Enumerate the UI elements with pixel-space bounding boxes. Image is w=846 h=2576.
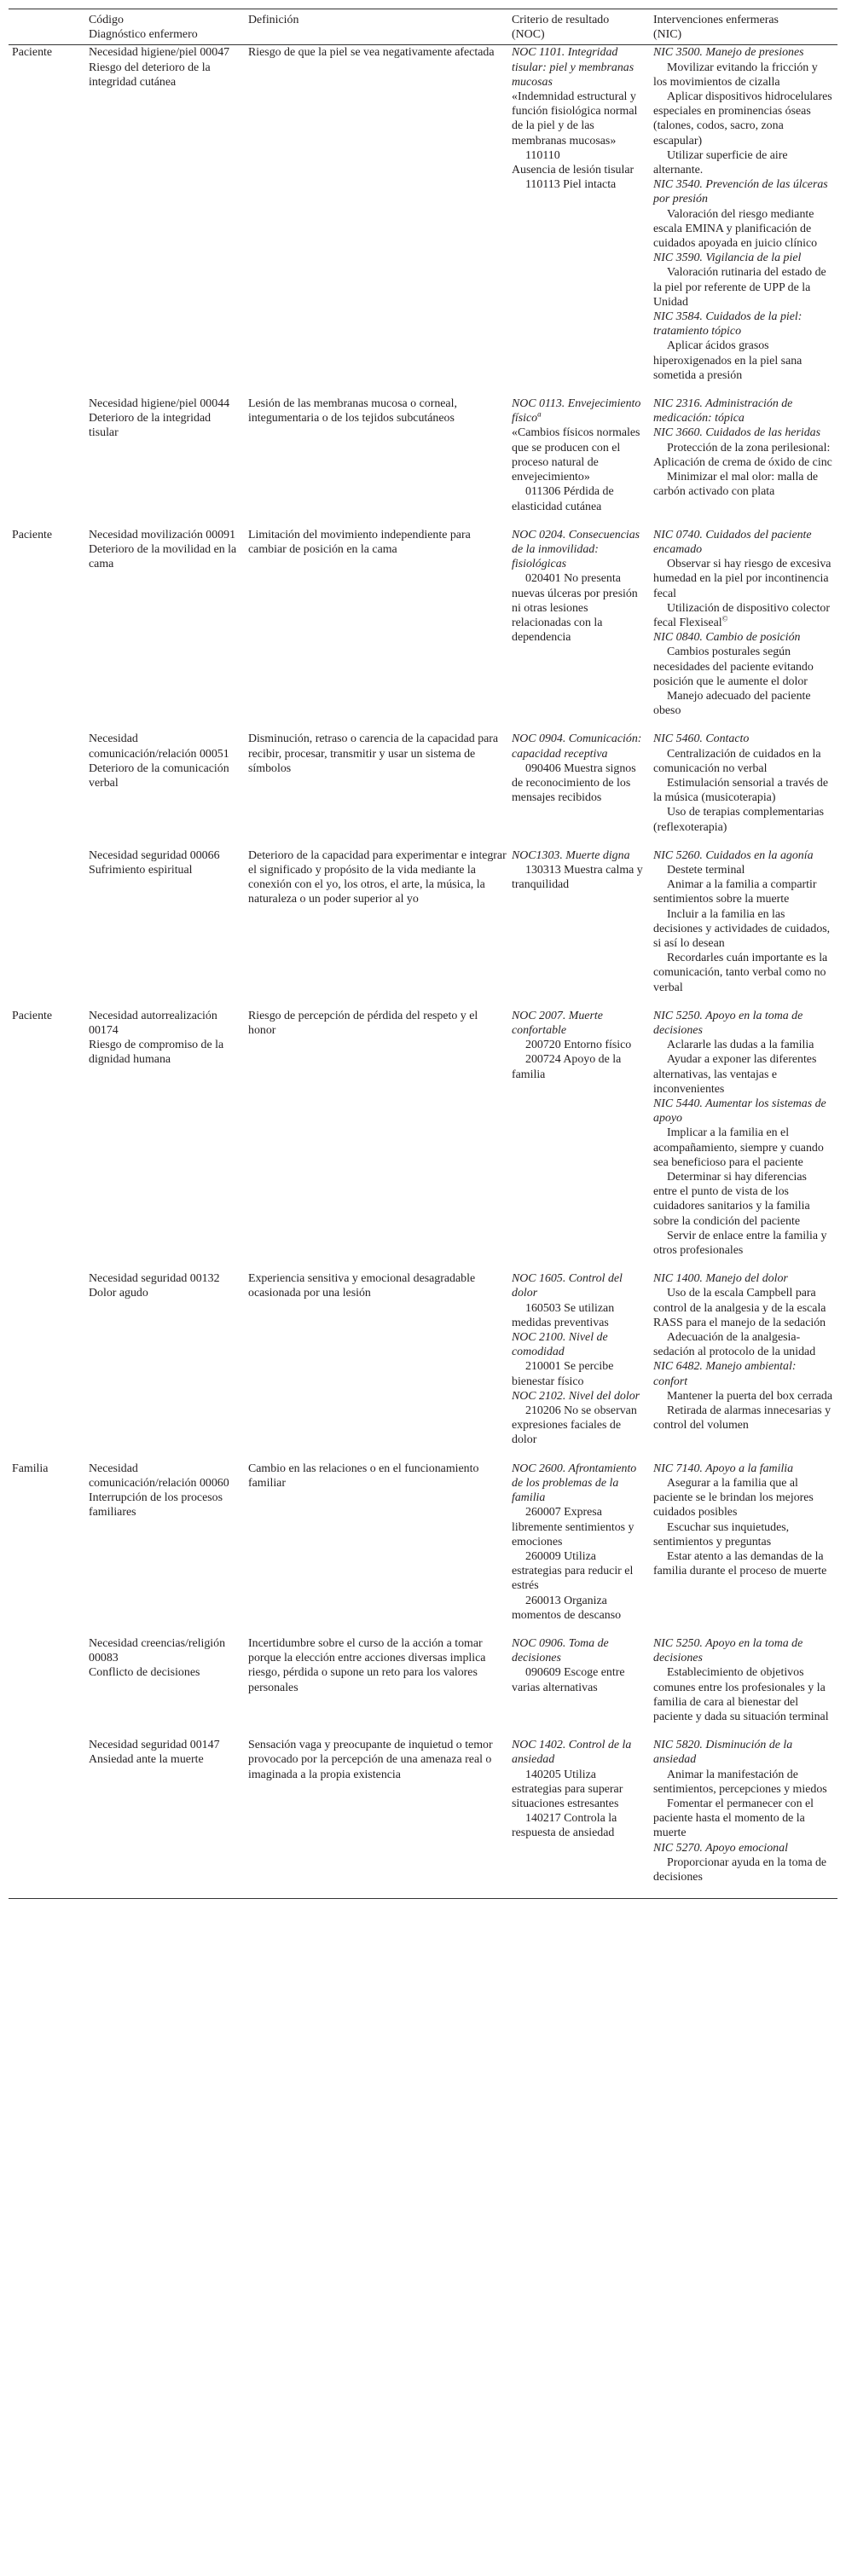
nic-item [653, 339, 832, 383]
nic-item-text: Destete terminal [667, 863, 745, 877]
cell-diagnosis [89, 848, 248, 1009]
nic-item-text: Aplicar dispositivos hidrocelulares especiales en prominencias óseas (talones, codos, sacro, zona escapular) [653, 90, 832, 148]
noc-item [512, 177, 648, 192]
cell-nic [653, 1636, 837, 1738]
nic-item-text: NIC 7140. Apoyo a la familia [653, 1462, 794, 1475]
cell-noc [512, 1271, 653, 1461]
diagnosis-line: Riesgo de compromiso de la dignidad humana [89, 1039, 224, 1067]
header-definition [248, 9, 512, 45]
table-row [9, 732, 837, 848]
noc-item-text: «Cambios físicos normales que se producen con el proceso natural de envejecimiento» [512, 426, 640, 484]
cell-nic [653, 1009, 837, 1271]
table-row [9, 45, 837, 397]
nic-item-text: Animar la manifestación de sentimientos, percepciones y miedos [653, 1768, 827, 1796]
nic-item-text: Implicar a la familia en el acompañamiento, siempre y cuando sea beneficioso para el paciente [653, 1126, 824, 1169]
nic-item-text: Mantener la puerta del box cerrada [667, 1389, 832, 1403]
header-subject [9, 9, 89, 45]
cell-subject: Familia [12, 1462, 49, 1475]
nic-item [653, 805, 832, 834]
noc-item [512, 761, 648, 806]
header-nic-line: (NIC) [653, 28, 682, 42]
cell-definition: Sensación vaga y preocupante de inquietud o temor provocado por la percepción de una amenaza real o imaginada a la propia existencia [248, 1738, 512, 1899]
noc-item [512, 90, 648, 148]
noc-item [512, 1462, 648, 1506]
diagnosis-line: Necesidad comunicación/relación 00051 [89, 732, 229, 761]
noc-item-text: 260007 Expresa libremente sentimientos y emociones [512, 1506, 634, 1548]
noc-item-text: 090406 Muestra signos de reconocimiento de los mensajes recibidos [512, 761, 636, 805]
noc-item [512, 1549, 648, 1594]
cell-definition: Lesión de las membranas mucosa o corneal, integumentaria o de los tejidos subcutáneos [248, 397, 457, 425]
nic-item [653, 848, 832, 863]
nic-item [653, 1665, 832, 1724]
nic-item-text: Manejo adecuado del paciente obeso [653, 689, 811, 718]
cell-subject [9, 397, 89, 528]
noc-item [512, 484, 648, 513]
nic-item-text: Observar si hay riesgo de excesiva humedad en la piel por incontinencia fecal [653, 558, 832, 600]
nic-item [653, 1549, 832, 1578]
nic-item [653, 45, 832, 60]
cell-subject [9, 1636, 89, 1738]
table-row [9, 1636, 837, 1738]
nic-item [653, 601, 832, 630]
cell-subject [9, 732, 89, 848]
nic-item [653, 1738, 832, 1767]
noc-item-text: 110113 Piel intacta [525, 178, 617, 192]
nic-item-text: NIC 5250. Apoyo en la toma de decisiones [653, 1636, 803, 1665]
nic-item [653, 148, 832, 177]
nic-item [653, 1038, 832, 1052]
nic-item-text: Utilizar superficie de aire alternante. [653, 148, 788, 177]
cell-nic [653, 45, 837, 397]
noc-item [512, 1009, 648, 1038]
noc-item-text: NOC 0113. Envejecimiento físico [512, 397, 641, 425]
nic-item-text: Ayudar a exponer las diferentes alternativas, las ventajas e inconvenientes [653, 1053, 817, 1096]
cell-nic [653, 1462, 837, 1636]
nic-item-text: NIC 5440. Aumentar los sistemas de apoyo [653, 1097, 826, 1126]
cell-subject [9, 1738, 89, 1899]
nic-item [653, 1052, 832, 1097]
nic-item-text: Estimulación sensorial a través de la música (musicoterapia) [653, 776, 829, 805]
nic-item-text: NIC 3540. Prevención de las úlceras por presión [653, 178, 828, 206]
noc-item [512, 1052, 648, 1081]
nic-item [653, 689, 832, 718]
nic-item [653, 61, 832, 90]
cell-diagnosis [89, 1738, 248, 1899]
noc-item-text: 140205 Utiliza estrategias para superar situaciones estresantes [512, 1768, 623, 1810]
nic-item-text: Aplicar ácidos grasos hiperoxigenados en la piel sana sometida a presión [653, 339, 803, 382]
cell-noc [512, 848, 653, 1009]
nic-item-text: Establecimiento de objetivos comunes entre los profesionales y la familia de cara al bienestar del paciente y dada su situación terminal [653, 1666, 829, 1723]
noc-item-text: NOC 1402. Control de la ansiedad [512, 1739, 632, 1767]
cell-definition: Experiencia sensitiva y emocional desagradable ocasionada por una lesión [248, 1272, 476, 1300]
cell-nic [653, 1271, 837, 1461]
nic-item [653, 732, 832, 746]
cell-diagnosis [89, 45, 248, 397]
cell-definition: Riesgo de percepción de pérdida del respeto y el honor [248, 1009, 478, 1037]
nic-item [653, 1126, 832, 1170]
nic-item [653, 1229, 832, 1258]
header-nic-line: Intervenciones enfermeras [653, 14, 779, 26]
nic-item [653, 557, 832, 601]
cell-nic [653, 397, 837, 528]
cell-definition: Riesgo de que la piel se vea negativamente afectada [248, 46, 495, 60]
diagnosis-line: Deterioro de la integridad tisular [89, 412, 212, 440]
noc-item [512, 848, 648, 863]
cell-definition: Limitación del movimiento independiente para cambiar de posición en la cama [248, 528, 471, 556]
cell-noc [512, 45, 653, 397]
noc-item-text: NOC1303. Muerte digna [512, 848, 630, 862]
diagnosis-line: Necesidad comunicación/relación 00060 [89, 1462, 229, 1490]
header-diagnosis-line: Diagnóstico enfermero [89, 28, 198, 42]
noc-item [512, 163, 648, 177]
nic-item-text: Estar atento a las demandas de la familia durante el proceso de muerte [653, 1549, 827, 1578]
noc-item-text: 200724 Apoyo de la familia [512, 1053, 622, 1081]
cell-noc [512, 1009, 653, 1271]
nic-item-text: Cambios posturales según necesidades del paciente evitando posición que le aumente el dolor [653, 645, 814, 688]
nic-item-text: Proporcionar ayuda en la toma de decisiones [653, 1855, 827, 1884]
nic-item [653, 1404, 832, 1433]
diagnosis-line: Sufrimiento espiritual [89, 863, 193, 877]
nic-item-text: NIC 5820. Disminución de la ansiedad [653, 1739, 793, 1767]
nic-item-text: Asegurar a la familia que al paciente se le brindan los mejores cuidados posibles [653, 1476, 814, 1520]
cell-diagnosis [89, 1271, 248, 1461]
cell-diagnosis [89, 1462, 248, 1636]
cell-definition: Disminución, retraso o carencia de la capacidad para recibir, procesar, transmitir y usar un sistema de símbolos [248, 732, 499, 775]
nic-item [653, 1271, 832, 1286]
nic-item [653, 265, 832, 310]
noc-item-text: 160503 Se utilizan medidas preventivas [512, 1301, 615, 1329]
cell-subject [9, 848, 89, 1009]
nic-item-text: Servir de enlace entre la familia y otros profesionales [653, 1229, 827, 1258]
nic-item-text: NIC 6482. Manejo ambiental: confort [653, 1360, 797, 1388]
noc-item-text: 011306 Pérdida de elasticidad cutánea [512, 485, 614, 513]
noc-item-text: 260009 Utiliza estrategias para reducir el estrés [512, 1549, 634, 1593]
cell-diagnosis [89, 1009, 248, 1271]
nic-item [653, 1170, 832, 1229]
table-row [9, 848, 837, 1009]
noc-item-text: NOC 0904. Comunicación: capacidad receptiva [512, 732, 642, 761]
noc-item [512, 528, 648, 572]
nic-item [653, 1286, 832, 1330]
nic-item [653, 251, 832, 265]
cell-diagnosis [89, 732, 248, 848]
nic-item [653, 747, 832, 776]
noc-item [512, 1330, 648, 1359]
noc-item-text: NOC 2100. Nivel de comodidad [512, 1331, 608, 1359]
cell-noc [512, 732, 653, 848]
cell-definition: Cambio en las relaciones o en el funcionamiento familiar [248, 1462, 479, 1490]
cell-noc [512, 1636, 653, 1738]
header-diagnosis [89, 9, 248, 45]
cell-nic [653, 528, 837, 732]
header-noc [512, 9, 653, 45]
diagnosis-line: Necesidad creencias/religión 00083 [89, 1636, 226, 1665]
cell-noc [512, 1462, 653, 1636]
noc-item [512, 1038, 648, 1052]
noc-item-text: NOC 2102. Nivel del dolor [512, 1389, 640, 1403]
nic-item-text: Valoración del riesgo mediante escala EMINA y planificación de cuidados apoyada en juicio clínico [653, 207, 818, 251]
cell-nic [653, 1738, 837, 1899]
nic-item-text: Centralización de cuidados en la comunicación no verbal [653, 747, 821, 775]
header-noc-line: (NOC) [512, 28, 545, 42]
nic-item [653, 863, 832, 877]
table-header [9, 9, 837, 45]
noc-item-text: 210001 Se percibe bienestar físico [512, 1360, 614, 1388]
diagnosis-line: Necesidad seguridad 00066 [89, 848, 220, 862]
nic-item-text: Movilizar evitando la fricción y los movimientos de cizalla [653, 61, 818, 89]
diagnosis-line: Necesidad movilización 00091 [89, 528, 236, 541]
nic-item-text: Recordarles cuán importante es la comunicación, tanto verbal como no verbal [653, 952, 828, 994]
nic-item-text: NIC 0840. Cambio de posición [653, 631, 801, 645]
nic-item [653, 951, 832, 995]
nic-item-text: Fomentar el permanecer con el paciente hasta el momento de la muerte [653, 1797, 814, 1840]
nic-item-text: Minimizar el mal olor: malla de carbón activado con plata [653, 471, 819, 499]
cell-definition: Incertidumbre sobre el curso de la acción a tomar porque la elección entre acciones diversas implica riesgo, pérdida o supone un reto para los valores personales [248, 1636, 486, 1694]
header-noc-line: Criterio de resultado [512, 14, 610, 26]
diagnosis-line: Ansiedad ante la muerte [89, 1753, 204, 1767]
care-plan-table [9, 9, 837, 1899]
nic-item-superscript: © [721, 614, 728, 623]
diagnosis-line: Deterioro de la comunicación verbal [89, 761, 229, 790]
nic-item-text: Protección de la zona perilesional: Aplicación de crema de óxido de cinc [653, 441, 832, 469]
header-nic [653, 9, 837, 45]
cell-noc [512, 397, 653, 528]
nic-item-text: NIC 1400. Manejo del dolor [653, 1272, 788, 1286]
nic-item-text: NIC 2316. Administración de medicación: tópica [653, 397, 793, 425]
diagnosis-line: Necesidad autorrealización 00174 [89, 1009, 217, 1037]
diagnosis-line: Necesidad higiene/piel 00047 [89, 46, 230, 60]
nic-item-text: Animar a la familia a compartir sentimientos sobre la muerte [653, 878, 817, 906]
noc-item [512, 863, 648, 892]
diagnosis-line: Riesgo del deterioro de la integridad cutánea [89, 61, 211, 89]
noc-item-text: Ausencia de lesión tisular [512, 164, 634, 177]
nic-item [653, 1330, 832, 1359]
nic-item-text: Determinar si hay diferencias entre el punto de vista de los cuidadores sanitarios y la familia sobre la condición del paciente [653, 1171, 810, 1228]
nic-item-text: NIC 5460. Contacto [653, 732, 750, 746]
nic-item-text: Valoración rutinaria del estado de la piel por referente de UPP de la Unidad [653, 266, 826, 309]
cell-nic [653, 732, 837, 848]
nic-item-text: Uso de terapias complementarias (reflexoterapia) [653, 806, 824, 834]
table-body [9, 45, 837, 1899]
nic-item-text: NIC 5260. Cuidados en la agonía [653, 848, 814, 862]
nic-item [653, 1009, 832, 1038]
diagnosis-line: Interrupción de los procesos familiares [89, 1491, 223, 1520]
nic-item [653, 1476, 832, 1520]
nic-item [653, 907, 832, 952]
cell-subject [9, 1271, 89, 1461]
diagnosis-line: Dolor agudo [89, 1287, 148, 1300]
cell-definition: Deterioro de la capacidad para experimentar e integrar el significado y propósito de la vida mediante la conexión con el yo, los otros, el arte, la música, la naturaleza o un poder superior al yo [248, 848, 507, 906]
nic-item [653, 645, 832, 689]
nic-item-text: NIC 3584. Cuidados de la piel: tratamiento tópico [653, 310, 803, 339]
nic-item [653, 528, 832, 557]
noc-item [512, 1301, 648, 1330]
cell-noc [512, 1738, 653, 1899]
noc-item [512, 397, 648, 425]
noc-item [512, 1389, 648, 1404]
diagnosis-line: Necesidad seguridad 00147 [89, 1739, 220, 1752]
table-row [9, 1462, 837, 1636]
cell-subject: Paciente [12, 528, 53, 541]
noc-item [512, 45, 648, 90]
cell-diagnosis [89, 528, 248, 732]
noc-item-text: NOC 2007. Muerte confortable [512, 1009, 603, 1037]
nic-item-text: Uso de la escala Campbell para control de la analgesia y de la escala RASS para el manejo de la sedación [653, 1287, 826, 1329]
nic-item-text: NIC 3500. Manejo de presiones [653, 46, 804, 60]
nic-item-text: NIC 3590. Vigilancia de la piel [653, 252, 802, 265]
noc-item [512, 732, 648, 761]
nic-item-text: Utilización de dispositivo colector fecal Flexiseal [653, 601, 830, 629]
noc-item [512, 425, 648, 484]
noc-item-text: NOC 1605. Control del dolor [512, 1272, 623, 1300]
nic-item [653, 90, 832, 148]
noc-item [512, 571, 648, 645]
nic-item [653, 1855, 832, 1884]
nic-item [653, 1768, 832, 1797]
diagnosis-line: Conflicto de decisiones [89, 1666, 200, 1680]
nic-item [653, 1520, 832, 1549]
cell-noc [512, 528, 653, 732]
noc-item [512, 1811, 648, 1840]
nic-item [653, 630, 832, 645]
nic-item [653, 397, 832, 425]
noc-item-text: NOC 1101. Integridad tisular: piel y membranas mucosas [512, 46, 634, 89]
noc-item-text: 200720 Entorno físico [525, 1039, 632, 1052]
nic-item [653, 776, 832, 805]
noc-item-text: NOC 0204. Consecuencias de la inmovilidad: fisiológicas [512, 528, 640, 571]
table-row [9, 397, 837, 528]
nic-item [653, 1389, 832, 1404]
noc-item-superscript: a [537, 409, 542, 419]
diagnosis-line: Deterioro de la movilidad en la cama [89, 542, 237, 571]
nic-item-text: Incluir a la familia en las decisiones y actividades de cuidados, si así lo desean [653, 907, 831, 950]
nic-item [653, 1462, 832, 1476]
nic-item [653, 1097, 832, 1126]
diagnosis-line: Necesidad higiene/piel 00044 [89, 397, 230, 411]
noc-item [512, 1636, 648, 1665]
table-row [9, 1009, 837, 1271]
noc-item [512, 1738, 648, 1767]
noc-item [512, 148, 648, 163]
noc-item-text: 260013 Organiza momentos de descanso [512, 1594, 622, 1622]
nic-item [653, 177, 832, 206]
table-row [9, 1738, 837, 1899]
nic-item [653, 441, 832, 470]
noc-item [512, 1768, 648, 1812]
table-row [9, 528, 837, 732]
cell-diagnosis [89, 397, 248, 528]
cell-diagnosis [89, 1636, 248, 1738]
cell-subject: Paciente [12, 1009, 53, 1022]
nic-item [653, 1636, 832, 1665]
cell-subject: Paciente [12, 46, 53, 60]
noc-item-text: NOC 2600. Afrontamiento de los problemas de la familia [512, 1462, 637, 1505]
noc-item-text: 130313 Muestra calma y tranquilidad [512, 863, 643, 892]
diagnosis-line: Necesidad seguridad 00132 [89, 1272, 220, 1286]
header-row [9, 9, 837, 45]
nic-item-text: Escuchar sus inquietudes, sentimientos y preguntas [653, 1520, 790, 1548]
noc-item-text: 090609 Escoge entre varias alternativas [512, 1666, 625, 1694]
noc-item [512, 1271, 648, 1300]
nic-item-text: Retirada de alarmas innecesarias y control del volumen [653, 1404, 832, 1433]
noc-item-text: 140217 Controla la respuesta de ansiedad [512, 1812, 617, 1840]
noc-item-text: «Indemnidad estructural y función fisiológica normal de la piel y de las membranas mucosas» [512, 90, 638, 148]
nic-item [653, 1359, 832, 1388]
noc-item [512, 1359, 648, 1388]
nic-item [653, 877, 832, 906]
nic-item [653, 425, 832, 440]
nic-item-text: NIC 0740. Cuidados del paciente encamado [653, 528, 812, 556]
table-row [9, 1271, 837, 1461]
noc-item-text: 210206 No se observan expresiones faciales de dolor [512, 1404, 637, 1447]
nic-item [653, 207, 832, 252]
header-diagnosis-line: Código [89, 14, 124, 26]
noc-item-text: 020401 No presenta nuevas úlceras por presión ni otras lesiones relacionadas con la dependencia [512, 572, 638, 645]
nic-item [653, 1841, 832, 1855]
nic-item-text: NIC 3660. Cuidados de las heridas [653, 426, 821, 440]
nic-item-text: Aclararle las dudas a la familia [667, 1039, 814, 1052]
cell-nic [653, 848, 837, 1009]
noc-item [512, 1505, 648, 1549]
nic-item-text: Adecuación de la analgesia-sedación al protocolo de la unidad [653, 1331, 816, 1359]
nic-item [653, 1797, 832, 1841]
header-definition-line: Definición [248, 14, 299, 26]
nic-item [653, 310, 832, 339]
noc-item [512, 1665, 648, 1694]
noc-item [512, 1404, 648, 1448]
noc-item-text: NOC 0906. Toma de decisiones [512, 1636, 609, 1665]
nic-item-text: NIC 5250. Apoyo en la toma de decisiones [653, 1009, 803, 1037]
noc-item [512, 1594, 648, 1623]
nic-item [653, 470, 832, 499]
nic-item-text: NIC 5270. Apoyo emocional [653, 1841, 788, 1855]
noc-item-text: 110110 [525, 148, 560, 162]
